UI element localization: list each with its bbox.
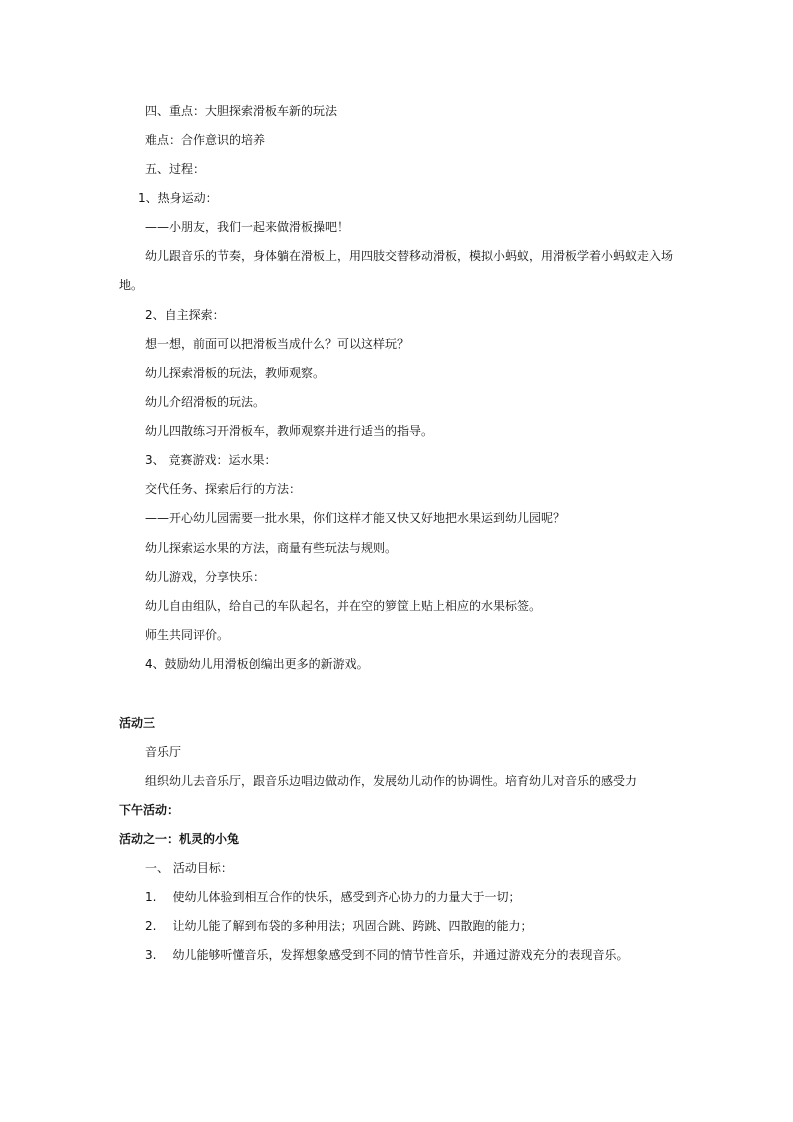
step1-heading: 1、热身运动： [138,191,218,205]
step3-line1: 幼儿探索运水果的方法，商量有些玩法与规则。 [145,541,398,555]
step2-question: 想一想，前面可以把滑板当成什么？可以这样玩？ [145,337,410,351]
step3-line3: 幼儿自由组队，给自己的车队起名，并在空的箩筐上贴上相应的水果标签。 [145,599,542,613]
goal-text: 幼儿能够听懂音乐，发挥想象感受到不同的情节性音乐，并通过游戏充分的表现音乐。 [172,948,629,962]
afternoon-heading: 下午活动： [119,803,180,817]
step1-desc-line1: 幼儿跟音乐的节奏，身体躺在滑板上，用四肢交替移动滑板，模拟小蚂蚁，用滑板学着小蚂蚁走入场 [145,249,674,263]
activity3-title: 音乐厅 [145,745,182,759]
key-point-line: 四、重点：大胆探索滑板车新的玩法 [145,104,338,118]
goal-text: 让幼儿能了解到布袋的多种用法；巩固合跳、跨跳、四散跑的能力； [172,919,533,933]
step3-heading: 3、 竞赛游戏：运水果： [145,453,277,467]
step1-speech: ——小朋友，我们一起来做滑板操吧！ [145,220,350,234]
step3-line4: 师生共同评价。 [145,628,230,642]
step3-line2: 幼儿游戏，分享快乐： [145,570,266,584]
step4-line: 4、鼓励幼儿用滑板创编出更多的新游戏。 [145,657,369,671]
step3-speech: ——开心幼儿园需要一批水果，你们这样才能又快又好地把水果运到幼儿园呢？ [145,511,566,525]
process-heading: 五、过程： [145,162,206,176]
goal-number: 1. [145,890,157,904]
step2-line2: 幼儿介绍滑板的玩法。 [145,395,266,409]
step3-task: 交代任务、探索后行的方法： [145,482,302,496]
goal-item-2 [145,918,532,934]
activity1-title: 活动之一：机灵的小兔 [119,832,240,846]
goal-number: 2. [145,919,157,933]
goal-number: 3. [145,948,157,962]
step2-line1: 幼儿探索滑板的玩法，教师观察。 [145,366,326,380]
step2-heading: 2、自主探索： [145,308,225,322]
difficulty-line: 难点：合作意识的培养 [145,133,266,147]
activity3-heading: 活动三 [119,716,156,730]
activity3-desc: 组织幼儿去音乐厅，跟音乐边唱边做动作，发展幼儿动作的协调性。培育幼儿对音乐的感受力 [145,774,638,788]
goal-text: 使幼儿体验到相互合作的快乐，感受到齐心协力的力量大于一切； [172,890,521,904]
goal-item-1 [145,889,520,905]
step2-line3: 幼儿四散练习开滑板车，教师观察并进行适当的指导。 [145,424,434,438]
goals-heading: 一、 活动目标： [145,861,233,875]
goal-item-3 [145,947,628,963]
step1-desc-line2: 地。 [119,278,144,292]
